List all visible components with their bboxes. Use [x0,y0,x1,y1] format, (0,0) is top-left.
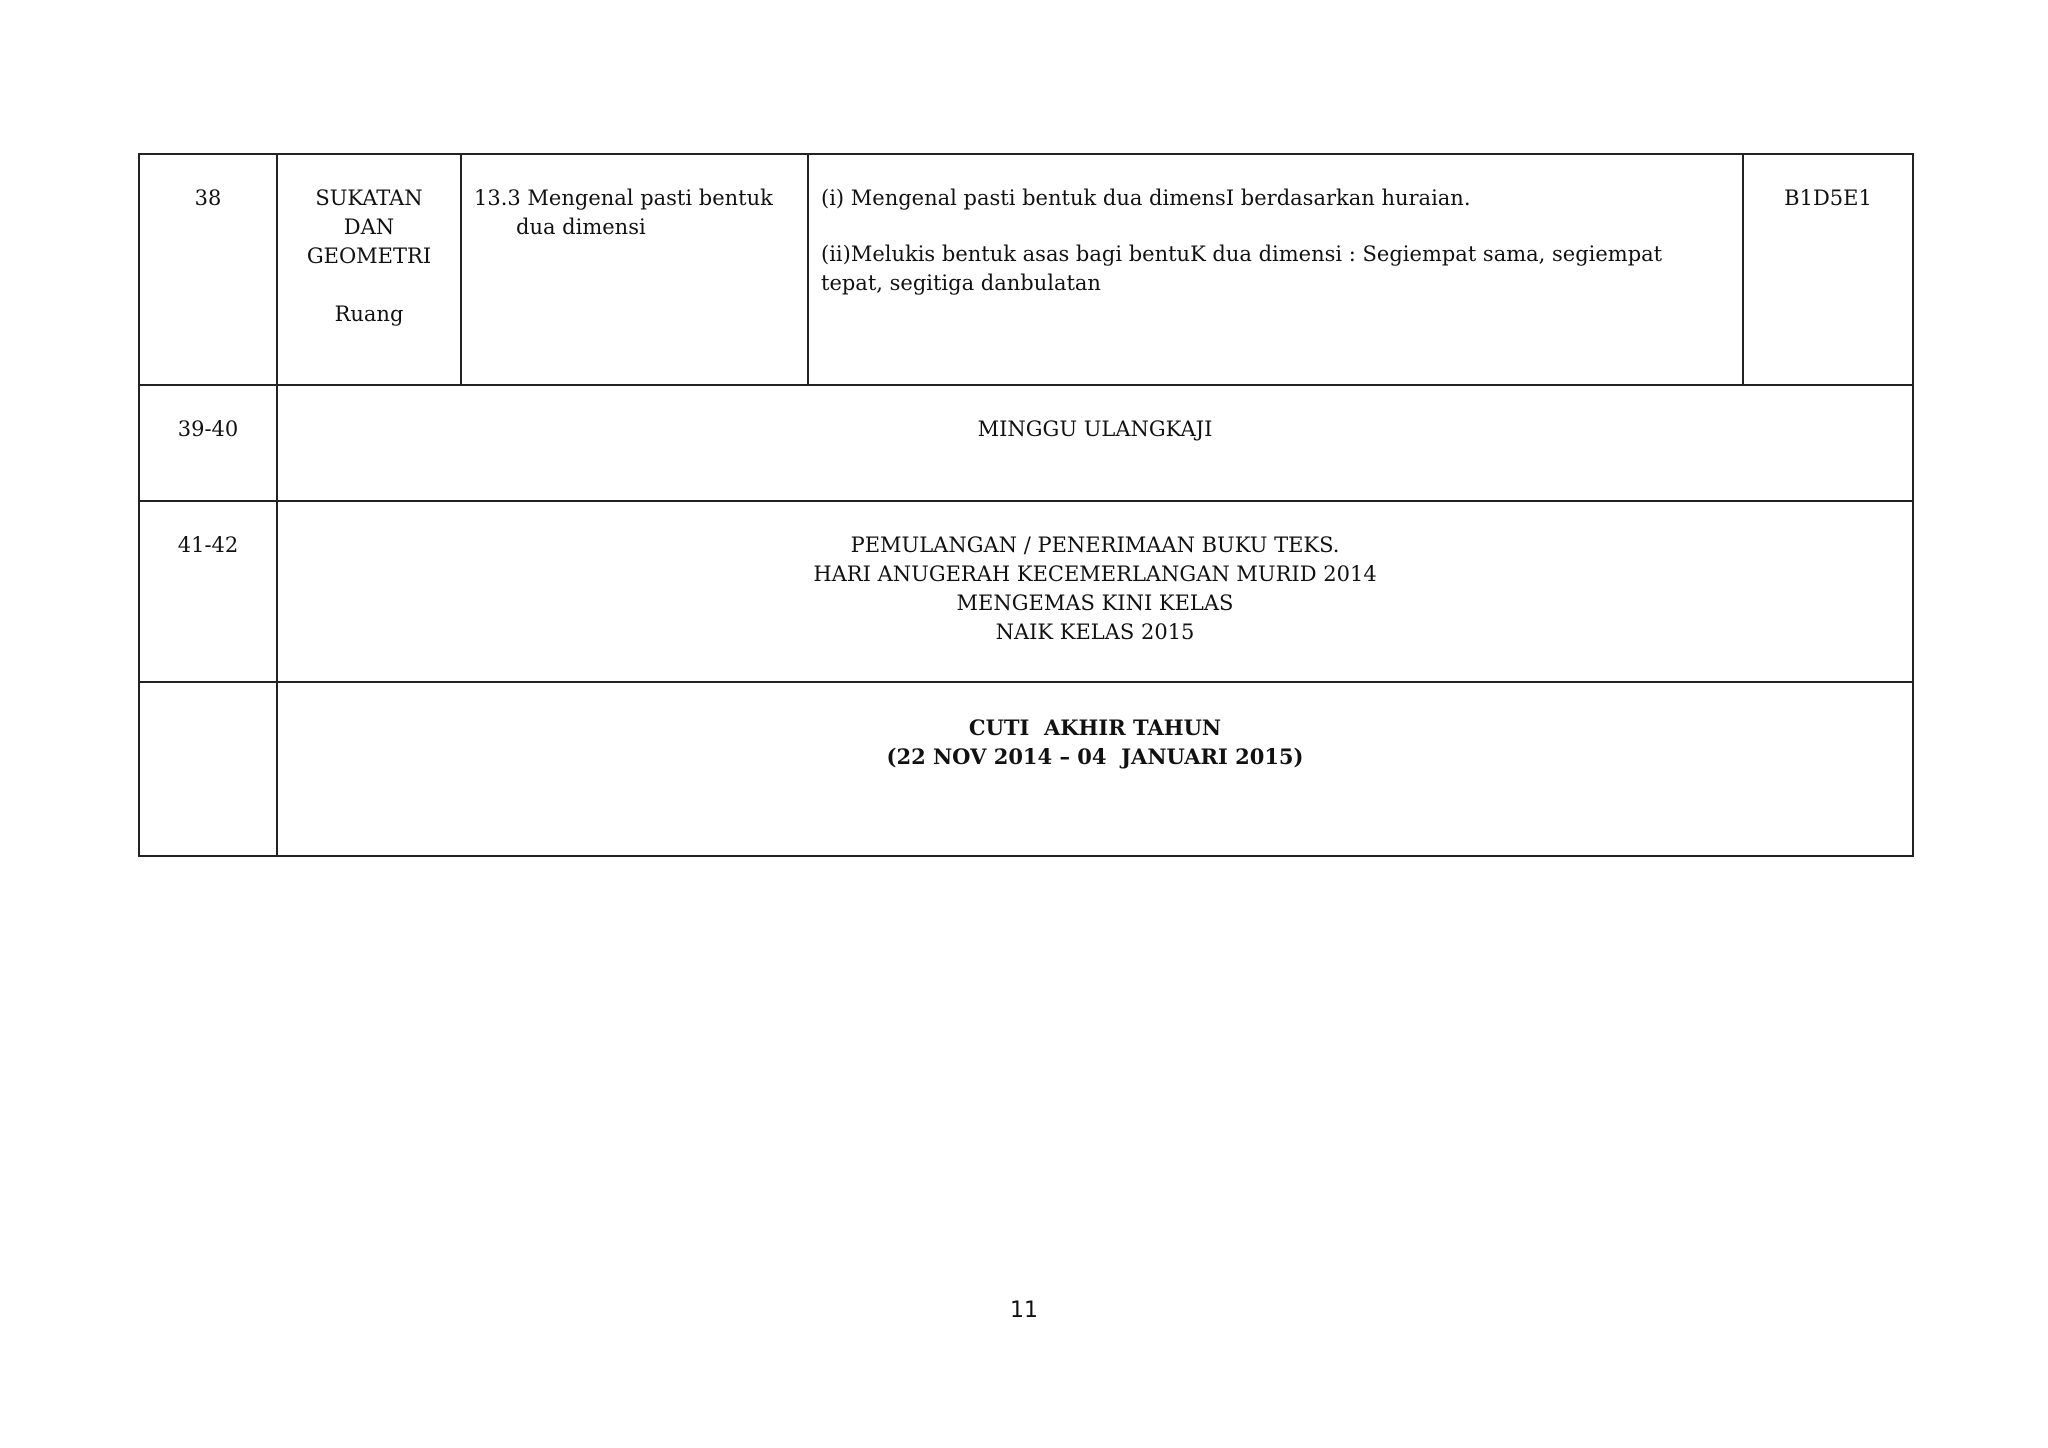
activity-line: PEMULANGAN / PENERIMAAN BUKU TEKS. [850,533,1340,557]
learning-objectives-cell [808,154,1743,385]
learning-objective: (ii)Melukis bentuk asas bagi bentuK dua dimensi : Segiempat sama, segiempat tepat, segitiga danbulatan [821,242,1663,295]
unit-line: DAN [343,215,395,239]
spacer [278,271,460,300]
activity-cell: MINGGU ULANGKAJI [277,385,1913,501]
page-number: 11 [1010,1298,1038,1323]
activity-cell [277,501,1913,682]
standard-line: dua dimensi [516,215,646,239]
unit-subtopic: Ruang [334,302,404,326]
standard-line: 13.3 Mengenal pasti bentuk [474,186,773,210]
standard-cell [461,154,808,385]
week-cell [139,682,277,856]
performance-code-cell: B1D5E1 [1743,154,1913,385]
activity-line: NAIK KELAS 2015 [995,620,1195,644]
week-cell: 39-40 [139,385,277,501]
holiday-dates: (22 NOV 2014 – 04 JANUARI 2015) [886,744,1304,769]
unit-line: SUKATAN [315,186,423,210]
table-row-week-41-42 [139,501,1913,682]
learning-objective: (i) Mengenal pasti bentuk dua dimensI berdasarkan huraian. [821,186,1471,210]
table-row-holiday [139,682,1913,856]
table-row-week-39-40 [139,385,1913,501]
week-cell: 41-42 [139,501,277,682]
unit-line: GEOMETRI [306,244,432,268]
table-row-week-38 [139,154,1913,385]
week-cell: 38 [139,154,277,385]
unit-cell [277,154,461,385]
activity-line: HARI ANUGERAH KECEMERLANGAN MURID 2014 [813,562,1377,586]
activity-line: MENGEMAS KINI KELAS [956,591,1234,615]
lesson-plan-table [138,153,1914,857]
holiday-cell [277,682,1913,856]
holiday-title: CUTI AKHIR TAHUN [968,715,1222,740]
